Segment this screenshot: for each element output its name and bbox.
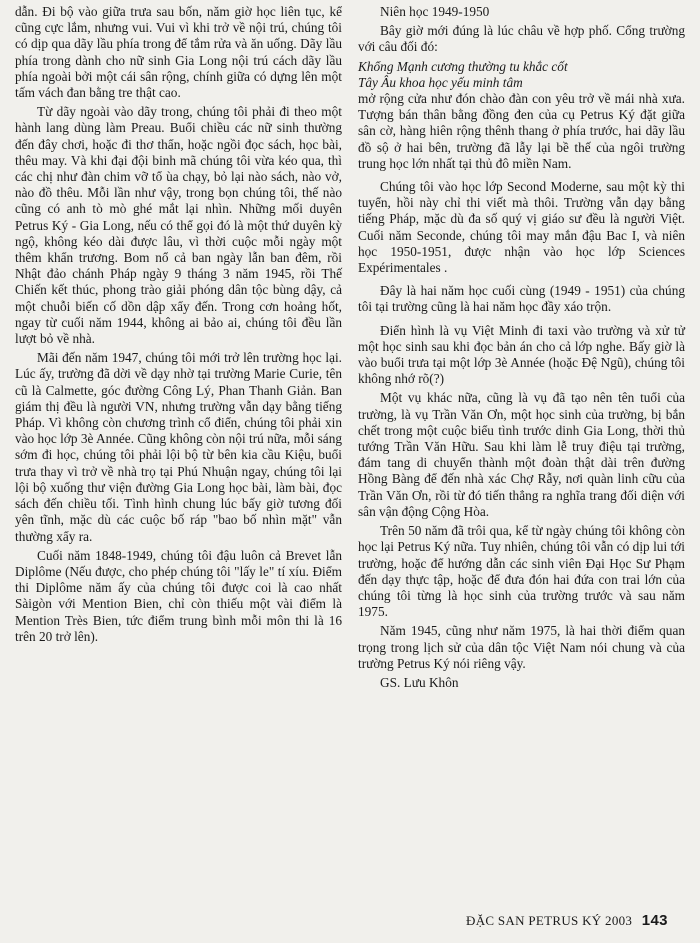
paragraph: Đây là hai năm học cuối cùng (1949 - 1951) của chúng tôi tại trường cũng là hai năm học đầy xáo trộn. — [358, 283, 685, 315]
paragraph: dẫn. Đi bộ vào giữa trưa sau bốn, năm giờ học liên tục, kể cũng cực lắm, nhưng vui. Vui vì khi trở về nội trú, chúng tôi có dịp qua dãy lầu phía trong để tắm rửa và ăn uống. Dãy lầu phía trong dành cho nữ sinh Gia Long nội trú cách dãy lầu phía ngoài bởi một cái sân rộng, chính giữa có dựng lên một tấm vách đan bằng tre thật cao. — [15, 4, 342, 101]
left-column — [15, 4, 342, 648]
section-heading: Niên học 1949-1950 — [380, 4, 490, 19]
paragraph: Mãi đến năm 1947, chúng tôi mới trở lên trường học lại. Lúc ấy, trường đã dời về dạy nhờ tại trường Marie Curie, tên cũ là Calmette, góc đường Công Lý, Phan Thanh Giản. Ban giám thị đều là người VN, nhưng trường vẫn dạy bằng tiếng Pháp. Vì không còn chương trình cổ điển, chúng tôi phải xin vào học lớp 3è Année. Cũng không còn nội trú nữa, mỗi sáng sớm đi học, chúng tôi phải lội bộ từ bên kia cầu Kiệu, buổi trưa thay vì trở về nhà trọ tại Phú Nhuận ngay, chúng tôi lại lội bộ xuống thư viện đường Gia Long học bài, làm bài, đọc sách đến chiều tối. Tình hình chung lúc bấy giờ tương đối yên tĩnh, mặc dù các cuộc bố ráp "bao bố nhìn mặt" vẫn thường xẩy ra. — [15, 350, 342, 544]
right-column — [358, 4, 685, 694]
paragraph: Từ dãy ngoài vào dãy trong, chúng tôi phải đi theo một hành lang dùng làm Preau. Buổi chiều các nữ sinh thường đến đây chơi, hoặc đi thơ thẩn, hoặc ngồi đọc sách, học bài, thêu may. Và khi đại đội binh mã chúng tôi vừa kéo qua, thì các chị như đàn chim vỡ tổ ùa chạy, bỏ lại nào sách, nào vở, nào đồ thêu. Mỗi lần như vậy, trong bọn chúng tôi, thế nào cũng có anh tò mò ghé mắt lại nhìn. Những mối duyên Petrus Ký - Gia Long, nếu có thể gọi đó là một thứ duyên kỳ ngộ, không kéo dài được lâu, vì thời cuộc mỗi ngày một thêm khẩn trương. Bom nổ cả ban ngày lẫn ban đêm, rồi Nhật đảo chánh Pháp ngày 9 tháng 3 năm 1945, rồi Thế Chiến kết thúc, phong trào giải phóng dân tộc bùng dậy, cả một chuỗi biến cố dồn dập xẩy đến. Trong cơn hoảng hốt, ngay từ cuối năm 1944, không ai bảo ai, chúng tôi đều lần lượt bỏ về nhà. — [15, 104, 342, 347]
couplet-line-1: Khổng Mạnh cương thường tu khắc cốt — [358, 58, 568, 74]
paragraph: Trên 50 năm đã trôi qua, kể từ ngày chúng tôi không còn học lại Petrus Ký nữa. Tuy nhiên, chúng tôi vẫn có dịp lui tới trường, hoặc để hướng dẫn các sinh viên Đại Học Sư Phạm đến dạy thực tập, hoặc để đưa đón hai đứa con trai lớn của chúng tôi từng là học sinh của trường trước và sau năm 1975. — [358, 523, 685, 620]
author-signature: GS. Lưu Khôn — [380, 674, 459, 690]
paragraph: Bây giờ mới đúng là lúc châu về hợp phố. Cổng trường với câu đối đó: — [358, 23, 685, 55]
paragraph: Chúng tôi vào học lớp Second Moderne, sau một kỳ thi tuyển, hồi này chỉ thi viết mà thôi. Trường vẫn dạy bằng tiếng Pháp, mặc dù đa số quý vị giáo sư đều là người Việt. Cuối năm Seconde, chúng tôi may mắn đậu Bac I, và niên học 1950-1951, được nhận vào học lớp Sciences Expérimentales . — [358, 179, 685, 276]
paragraph: Điển hình là vụ Việt Minh đi taxi vào trường và xử tử một học sinh sau khi đọc bản án cho cả lớp nghe. Bấy giờ là vào buổi trưa tại một lớp 3è Année (hoặc Đệ Ngũ), chúng tôi không nhớ rõ(?) — [358, 322, 685, 387]
paragraph: Cuối năm 1848-1949, chúng tôi đậu luôn cả Brevet lẫn Diplôme (Nếu được, cho phép chúng tôi "lấy le" tí xíu. Điểm thi Diplôme năm ấy của chúng tôi được coi là cao nhất Sàigòn với Mention Bien, chỉ còn thiếu một vài điểm là Mention Très Bien, tức điểm trung bình mỗi môn thi là 16 trên 20 trở lên). — [15, 547, 342, 644]
paragraph: mở rộng cửa như đón chào đàn con yêu trở về mái nhà xưa. Tượng bán thân bằng đồng đen của cụ Petrus Ký đặt giữa sân cờ, hàng hiên rộng thênh thang ở phía trước, hai dãy lầu đồ sộ ở hai bên, trường đã lẫy lại bề thế của ngôi trường trung học lớn nhất tại thủ đô miền Nam. — [358, 91, 685, 171]
couplet-line-2: Tây Âu khoa học yếu minh tâm — [358, 74, 523, 90]
paragraph: Một vụ khác nữa, cũng là vụ đã tạo nên tên tuổi của trường, là vụ Trần Văn Ơn, một học sinh của trường, bị bắn chết trong một cuộc biểu tình trước dinh Gia Long, thời thủ tướng Trần Văn Hữu. Sau khi làm lễ truy điệu tại trường, đám tang di chuyển thành một đoàn thật dài trên đường Hồng Bàng để đến nhà xác Chợ Rẫy, nơi quàn linh cữu của Trần Văn Ơn, rồi từ đó tiến thẳng ra nghĩa trang đối diện với sân vận động Cộng Hòa. — [358, 390, 685, 519]
paragraph: Năm 1945, cũng như năm 1975, là hai thời điểm quan trọng trong lịch sử của dân tộc Việt Nam nói chung và của trường Petrus Ký nói riêng vậy. — [358, 623, 685, 671]
page-footer — [466, 912, 686, 929]
page-number: 143 — [641, 912, 668, 929]
publication-title: ĐẶC SAN PETRUS KÝ 2003 — [466, 913, 633, 928]
